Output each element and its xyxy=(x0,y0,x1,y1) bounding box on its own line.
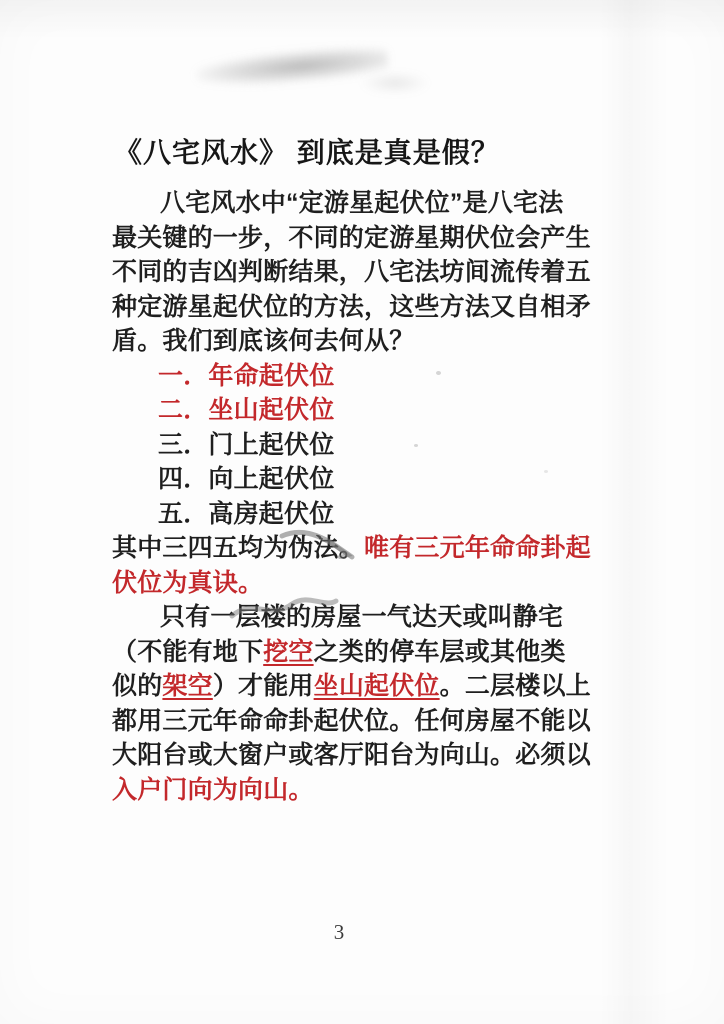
conclusion-red-text: 唯有三元年命命卦起 xyxy=(364,534,591,562)
paragraph1-line: 最关键的一步，不同的定游星期伏位会产生 xyxy=(112,223,591,252)
ink-smudge-artifact xyxy=(195,44,389,91)
highlight-wakong: 挖空 xyxy=(263,637,314,666)
list-item-1: 一．年命起伏位 xyxy=(158,361,335,390)
scan-top-shading xyxy=(0,0,724,40)
paragraph1-line: 不同的吉凶判断结果，八宅法坊间流传着五 xyxy=(112,258,591,286)
highlight-jiakong: 架空 xyxy=(162,672,213,700)
p3-black-text: 。二层楼以上 xyxy=(439,672,591,700)
ink-smudge-tail-artifact xyxy=(360,72,430,94)
p3-black-text: 似的 xyxy=(112,672,163,700)
paragraph1-line: 盾。我们到底该何去何从？ xyxy=(112,327,415,355)
paragraph3-line xyxy=(112,669,652,704)
page-title: 《八宅风水》 到底是真是假？ xyxy=(114,137,500,168)
paragraph3-line: 都用三元年命命卦起伏位。任何房屋不能以 xyxy=(112,706,591,735)
paragraph1-line: 八宅风水中“定游星起伏位”是八宅法 xyxy=(160,189,564,217)
paragraph3-line: 只有一层楼的房屋一气达天或叫静宅 xyxy=(160,603,564,631)
paragraph3-red-line: 入户门向为向山。 xyxy=(112,775,314,804)
conclusion-line-2: 伏位为真诀。 xyxy=(112,568,264,597)
list-item-4: 四．向上起伏位 xyxy=(158,465,335,493)
page-number: 3 xyxy=(333,920,345,944)
p3-black-text: （不能有地下 xyxy=(112,637,264,666)
body-text-column xyxy=(112,186,652,807)
list-item-5: 五．高房起伏位 xyxy=(158,499,335,528)
paragraph3-line xyxy=(112,635,652,670)
paragraph3-line: 大阳台或大窗户或客厅阳台为向山。必须以 xyxy=(112,741,591,769)
highlight-zuoshan-qifuwei: 坐山起伏位 xyxy=(313,672,440,700)
list-item-2: 二．坐山起伏位 xyxy=(158,396,335,424)
conclusion-black-text: 其中三四五均为伪法。 xyxy=(112,534,365,562)
paragraph1-line: 种定游星起伏位的方法，这些方法又自相矛 xyxy=(112,292,591,321)
conclusion-line-1 xyxy=(112,531,652,566)
list-item-3: 三．门上起伏位 xyxy=(158,430,335,459)
p3-black-text: 之类的停车层或其他类 xyxy=(313,637,566,666)
p3-black-text: ）才能用 xyxy=(212,672,314,700)
